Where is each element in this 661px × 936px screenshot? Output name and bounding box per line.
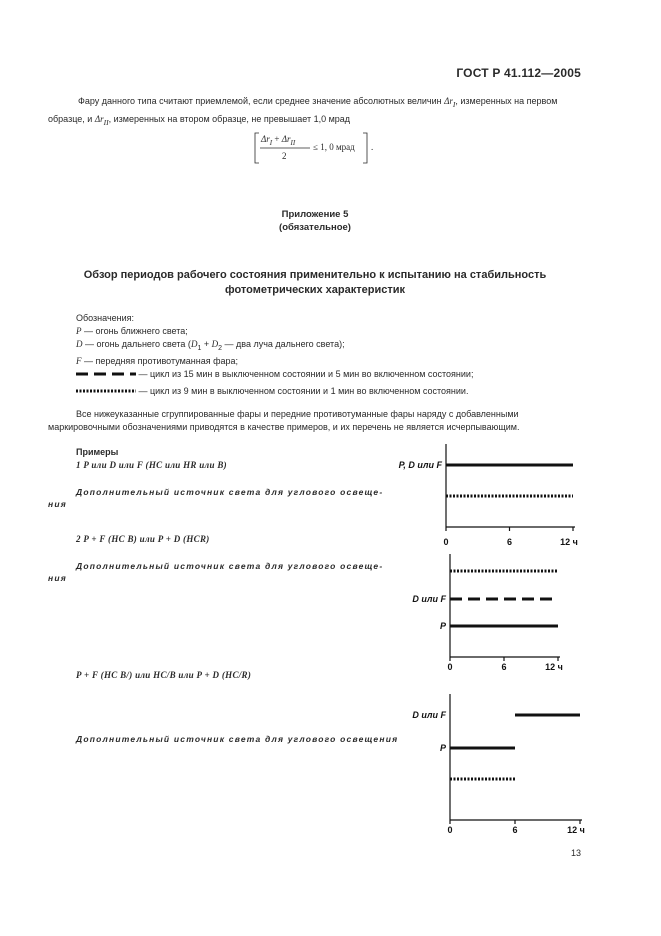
annex-heading — [200, 208, 430, 234]
series-label: P, D или F — [398, 460, 442, 470]
series-label: D или F — [412, 594, 446, 604]
legend-item-p: P — огонь ближнего света; — [76, 326, 188, 336]
annex-title-line2: фотометрических характеристик — [225, 284, 405, 296]
series-label: P — [439, 743, 446, 753]
delta-r1: $\Delta r_I$ — [444, 96, 456, 109]
example-1-note-a: Дополнительный источник света для углового освеще- — [76, 487, 384, 497]
legend-item-f: F — передняя противотуманная фара; — [76, 355, 239, 366]
example-3-note: Дополнительный источник света для углового освещения — [76, 734, 399, 744]
legend-item-dash: — цикл из 15 мин в выключенном состоянии и 5 мин во включенном состоянии; — [76, 368, 576, 381]
examples-intro-paragraph: Все нижеуказанные сгруппированные фары и передние противотуманные фары наряду с добавленными маркировочными обозначениями приводятся в качестве примеров, и их перечень не является исчерпывающим. — [48, 409, 520, 432]
x-tick-label: 6 — [506, 537, 513, 547]
timeline-chart-2 — [380, 550, 590, 675]
example-2-note-a: Дополнительный источник света для углового освеще- — [76, 561, 384, 571]
series-label: D или F — [412, 710, 446, 720]
intro-paragraph — [48, 94, 588, 130]
formula-denominator: 2 — [282, 151, 287, 161]
formula-comparison: ≤ 1, 0 мрад — [313, 142, 355, 152]
legend — [76, 312, 576, 398]
annex-status: (обязательное) — [279, 222, 351, 233]
dashed-line-sample — [76, 371, 136, 377]
legend-item-dot: — цикл из 9 мин в выключенном состоянии и 1 мин во включенном состоянии. — [76, 385, 576, 398]
formula — [254, 131, 378, 167]
annex-number: Приложение 5 — [281, 209, 349, 220]
series-label: P — [439, 621, 446, 631]
x-tick-label: 6 — [512, 825, 518, 835]
example-3-label: P + F (HC B/) или HC/B или P + D (HC/R) — [76, 670, 252, 680]
examples-heading: Примеры — [76, 447, 119, 457]
standard-code: ГОСТ Р 41.112—2005 — [456, 66, 581, 80]
annex-title-line1: Обзор периодов рабочего состояния применительно к испытанию на стабильность — [83, 269, 547, 281]
formula-numerator: $\Delta r_I + \Delta r_{II}$ — [261, 134, 296, 147]
example-2-label: 2 P + F (HC B) или P + D (HCR) — [76, 534, 210, 544]
dotted-line-sample — [76, 388, 136, 394]
intro-text-3: , измеренных на втором образце, не превышает 1,0 мрад — [108, 113, 351, 124]
example-1-label: 1 P или D или F (HC или HR или B) — [76, 460, 227, 470]
x-tick-label: 0 — [443, 537, 449, 547]
annex-title — [60, 268, 570, 298]
timeline-chart-3 — [380, 690, 590, 840]
example-2-note-b: ния — [48, 573, 67, 583]
x-tick-label: 12 ч — [567, 825, 585, 835]
delta-r2: $\Delta r_{II}$ — [94, 113, 109, 127]
x-tick-label: 0 — [447, 662, 453, 672]
x-tick-label: 12 ч — [560, 537, 578, 547]
timeline-chart-1 — [380, 440, 590, 552]
page-number: 13 — [571, 848, 582, 858]
intro-text-1: Фару данного типа считают приемлемой, если среднее значение абсолютных величин — [78, 96, 442, 106]
formula-period: . — [371, 142, 374, 152]
intro-text-2: , измеренных на первом образце, и — [48, 96, 558, 124]
legend-heading: Обозначения: — [76, 313, 135, 323]
legend-item-d: D — огонь дальнего света ($D_1 + D_2$ — два луча дальнего света); — [76, 339, 345, 352]
x-tick-label: 0 — [447, 825, 453, 835]
x-tick-label: 12 ч — [545, 662, 563, 672]
example-1-note-b: ния — [48, 499, 67, 509]
x-tick-label: 6 — [501, 662, 507, 672]
